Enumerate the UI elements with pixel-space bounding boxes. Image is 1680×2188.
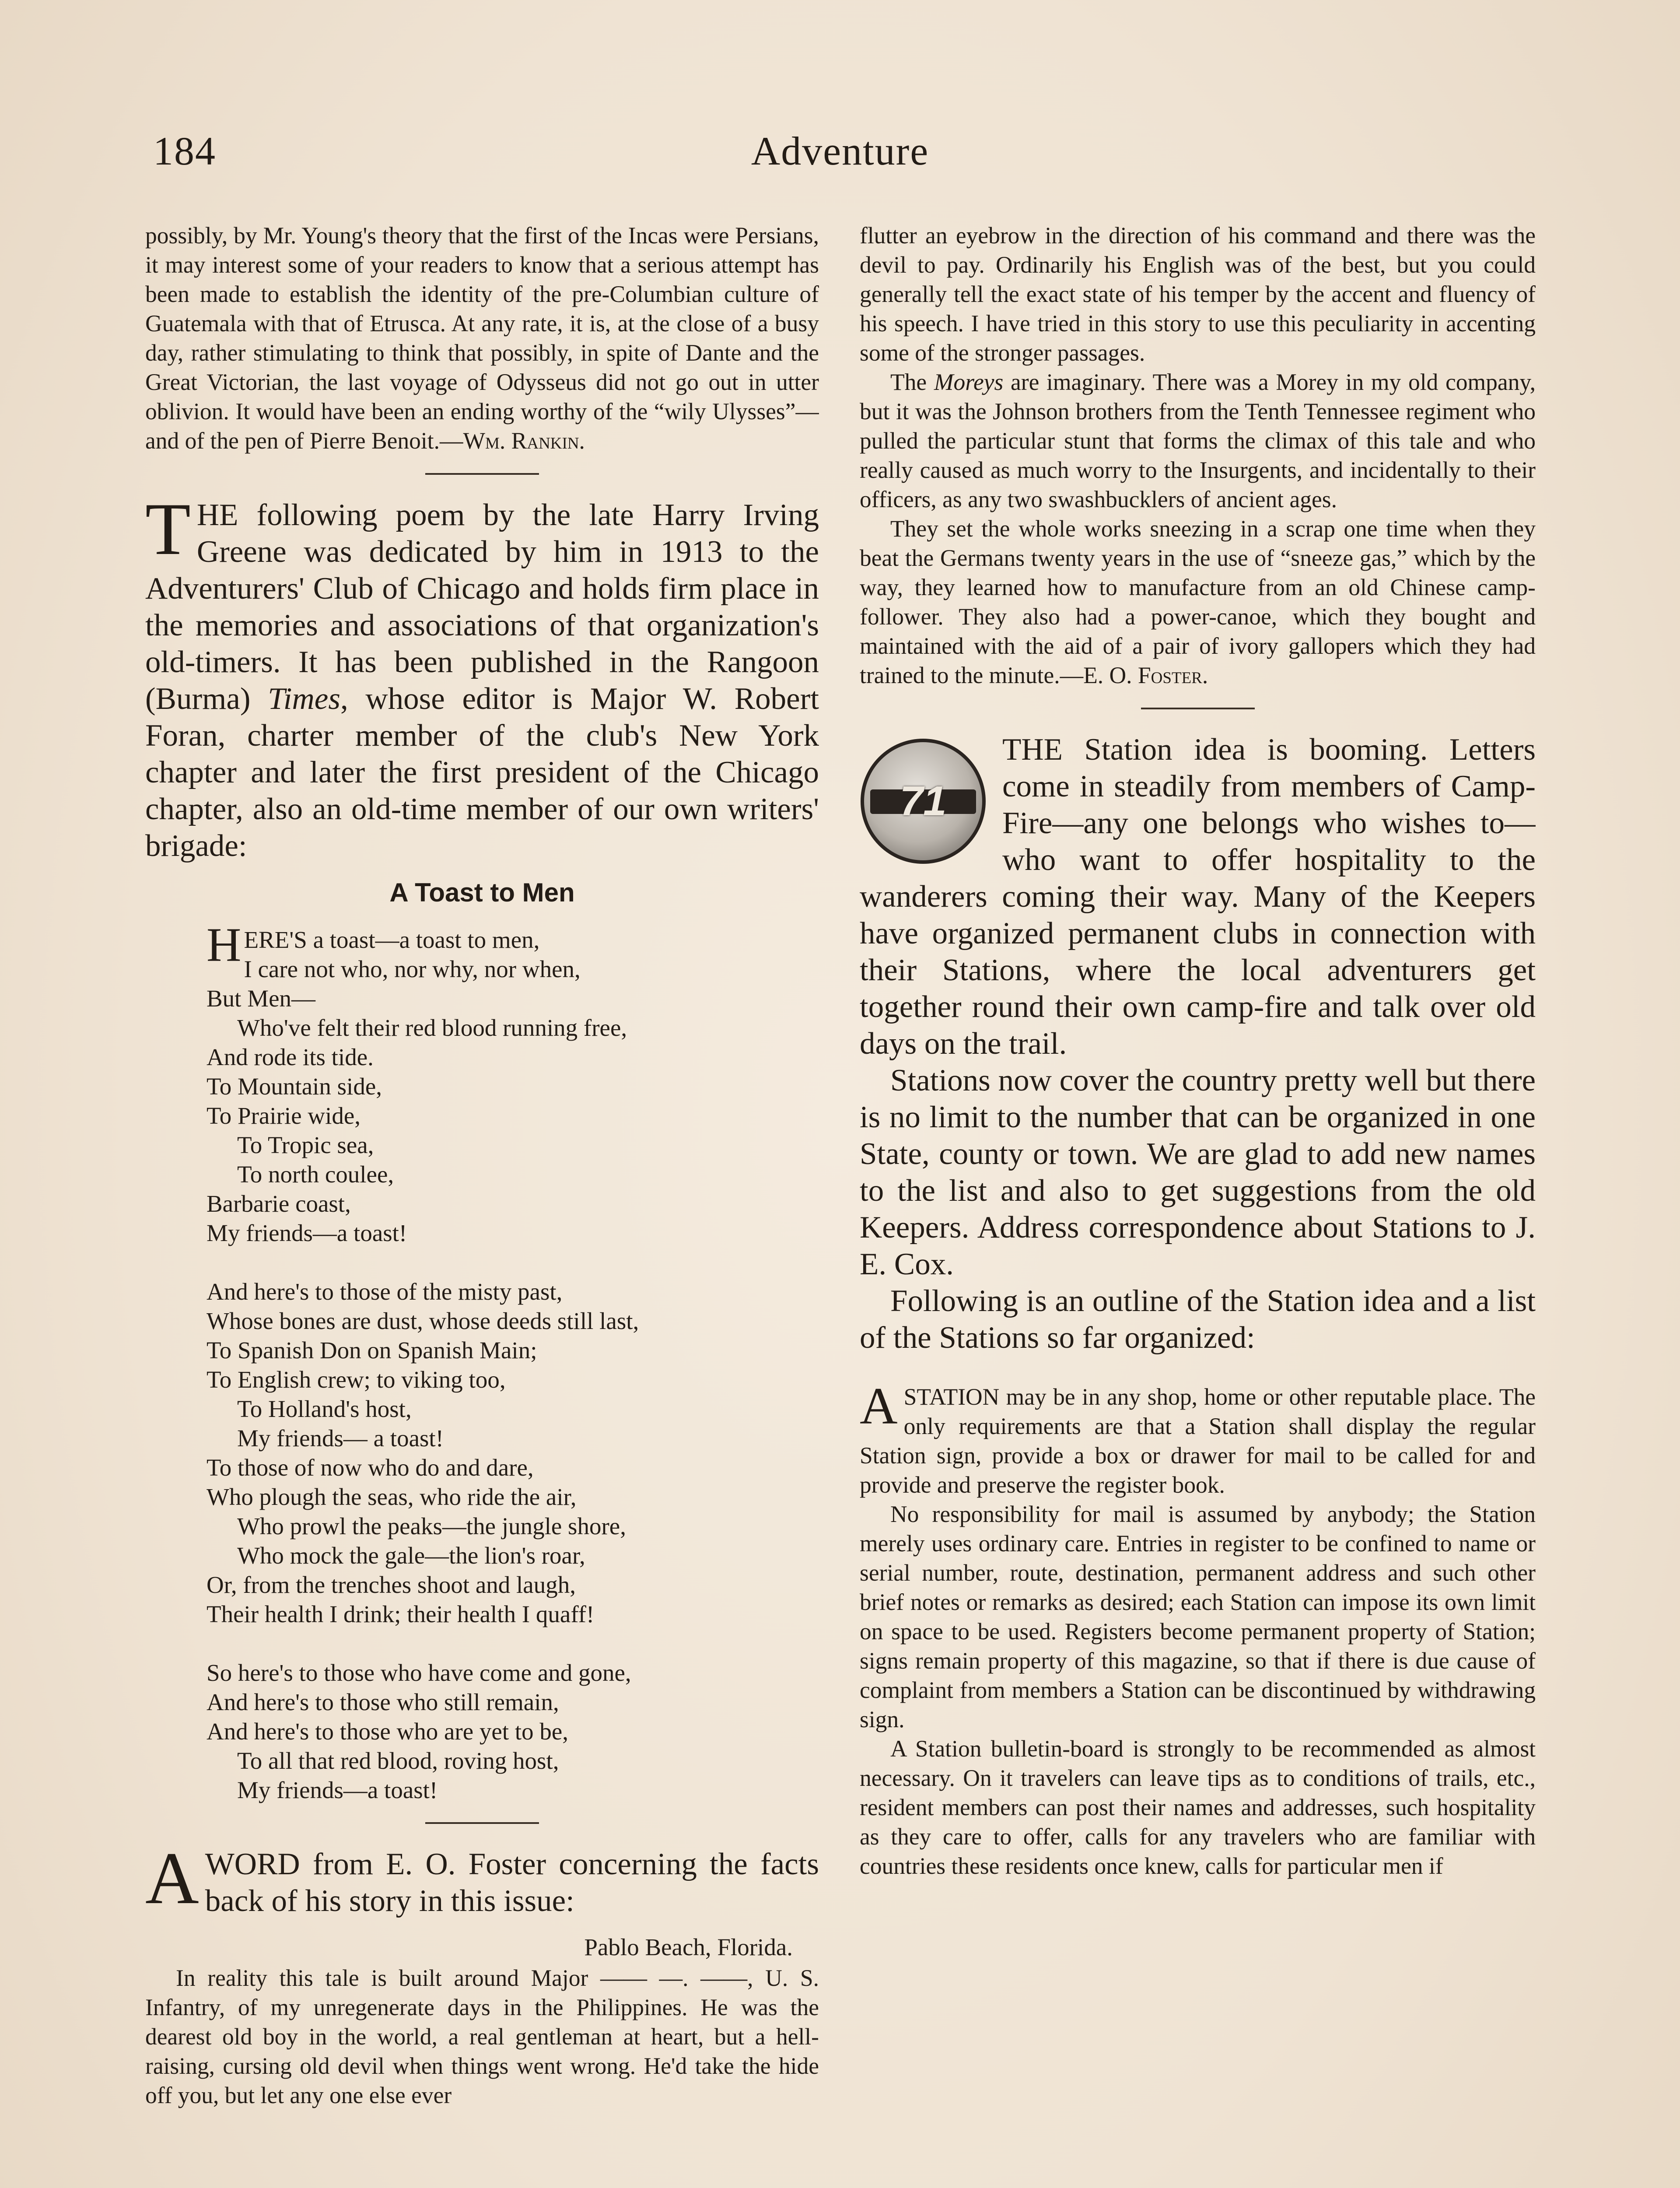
poem-line: Who've felt their red blood running free, bbox=[237, 1014, 627, 1041]
poem-line: Whose bones are dust, whose deeds still last, bbox=[206, 1308, 639, 1334]
poem-line: Barbarie coast, bbox=[206, 1190, 351, 1217]
moreys-paragraph: The Moreys are imaginary. There was a Morey in my old company, but it was the Johnson brothers from the Tenth Tennessee regiment who pulled the particular stunt that forms the climax of this tale and who really caused as much worry to the Insurgents, and incidentally to their officers, as any two swashbucklers of ancient ages. bbox=[860, 369, 1536, 512]
station-rules: A STATION may be in any shop, home or other reputable place. The only requirements are that a Station shall display the regular Station sign, provide a box or drawer for mail to be called for and provide and preserve the register book. bbox=[860, 1377, 1536, 1498]
rankin-letter-paragraph: possibly, by Mr. Young's theory that the first of the Incas were Persians, it may interest some of your readers to know that a serious attempt has been made to establish the identity of the pre-Columbian culture of Guatemala with that of Etrusca. At any rate, it is, at the close of a busy day, rather stimulating to think that possibly, in spite of Dante and the Great Victorian, the last voyage of Odysseus did not go out in utter oblivion. It would have been an ending worthy of the “wily Ulysses”—and of the pen of Pierre Benoit.—Wm. Rankin. bbox=[145, 222, 819, 454]
drop-cap: T bbox=[145, 488, 191, 570]
poem-line: To north coulee, bbox=[237, 1161, 394, 1188]
emblem-number: 71 bbox=[900, 778, 947, 824]
section-divider bbox=[425, 473, 539, 475]
station-paragraph-2: Stations now cover the country pretty well but there is no limit to the number that can be organized in one State, county or town. We are glad to add new names to the list and also to get suggestions from the old Keepers. Address correspondence about Stations to J. E. Cox. bbox=[860, 1063, 1536, 1281]
dateline: Pablo Beach, Florida. bbox=[584, 1934, 793, 1960]
drop-cap: H bbox=[206, 918, 242, 971]
drop-cap: A bbox=[145, 1837, 199, 1919]
running-title: Adventure bbox=[751, 129, 929, 173]
station-rules-bulletin: A Station bulletin-board is strongly to be recommended as almost necessary. On it travelers can leave tips as to conditions of trails, etc., resident members can post their names and addresses, such hospitality as they care to offer, calls for any travelers who are familiar with countries these residents once knew, calls for particular men if bbox=[860, 1736, 1536, 1879]
poem-line: Who prowl the peaks—the jungle shore, bbox=[237, 1513, 626, 1539]
poem-line: And rode its tide. bbox=[206, 1044, 374, 1070]
foster-introduction: A WORD from E. O. Foster concerning the facts back of his story in this issue: bbox=[145, 1837, 819, 1919]
poem-line: My friends—a toast! bbox=[237, 1777, 438, 1803]
poem-line: Who mock the gale—the lion's roar, bbox=[237, 1542, 585, 1569]
poem-line: To English crew; to viking too, bbox=[206, 1366, 506, 1393]
station-paragraph-3: Following is an outline of the Station idea and a list of the Stations so far organized: bbox=[860, 1284, 1536, 1355]
poem-line: To Prairie wide, bbox=[206, 1102, 361, 1129]
station-paragraph-1: THE Station idea is booming. Letters come in steadily from members of Camp-Fire—any one belongs who wishes to—who want to offer hospitality to the wanderers coming their way. Many of the Keepers have organized permanent clubs in connection with their Stations, where the local adventurers get together round their own camp-fire and talk over old days on the trail. bbox=[860, 733, 1536, 1061]
poem-line: So here's to those who have come and gone, bbox=[206, 1659, 631, 1686]
poem-line: And here's to those of the misty past, bbox=[206, 1278, 563, 1305]
poem-line: To those of now who do and dare, bbox=[206, 1454, 534, 1481]
page-header bbox=[149, 128, 1531, 180]
camp-fire-emblem-icon bbox=[860, 740, 987, 863]
foster-letter-continued: flutter an eyebrow in the direction of his command and there was the devil to pay. Ordinarily his English was of the best, but you could generally tell the exact state of his temper by the accent and fluency of his speech. I have tried in this story to use this peculiarity in accenting some of the stronger passages. bbox=[860, 222, 1536, 366]
poem-line: To all that red blood, roving host, bbox=[237, 1747, 559, 1774]
poem-line: And here's to those who still remain, bbox=[206, 1689, 559, 1715]
poem-line: I care not who, nor why, nor when, bbox=[244, 956, 581, 982]
poem-line: HERE'S a toast—a toast to men, bbox=[206, 918, 540, 971]
poem-line: To Holland's host, bbox=[237, 1396, 412, 1422]
left-column bbox=[145, 221, 819, 2188]
poem-line: To Tropic sea, bbox=[237, 1132, 374, 1158]
sneeze-gas-paragraph: They set the whole works sneezing in a scrap one time when they beat the Germans twenty years in the use of “sneeze gas,” which by the way, they learned how to manufacture from an old Chinese camp-follower. They also had a power-canoe, which they bought and maintained with the aid of a pair of ivory gallopers which they had trained to the minute.—E. O. Foster. bbox=[860, 515, 1536, 688]
station-rules-responsibility: No responsibility for mail is assumed by anybody; the Station merely uses ordinary care. Entries in register to be confined to name or serial number, route, destination, permanent address and such other brief notes or remarks as desired; each Station can impose its own limit on space to be used. Registers become permanent property of Station; signs remain property of this magazine, so that if there is due cause of complaint from members a Station can be discontinued by withdrawing sign. bbox=[860, 1501, 1536, 1732]
poem-line: To Mountain side, bbox=[206, 1073, 382, 1100]
page-number: 184 bbox=[153, 129, 216, 173]
poem-line: And here's to those who are yet to be, bbox=[206, 1718, 569, 1745]
poem-body bbox=[145, 918, 819, 1805]
poem-line: Or, from the trenches shoot and laugh, bbox=[206, 1571, 576, 1598]
right-column bbox=[860, 221, 1536, 2188]
rankin-signature: Wm. Rankin. bbox=[463, 428, 585, 454]
station-section bbox=[860, 731, 1536, 1356]
drop-cap: A bbox=[860, 1377, 898, 1435]
poem-line: My friends— a toast! bbox=[237, 1425, 444, 1452]
section-divider bbox=[425, 1822, 539, 1824]
poem-line: But Men— bbox=[206, 985, 316, 1012]
section-divider bbox=[1141, 708, 1255, 709]
poem-title: A Toast to Men bbox=[389, 878, 575, 907]
poem-line: Who plough the seas, who ride the air, bbox=[206, 1483, 577, 1510]
poem-introduction: T HE following poem by the late Harry Irving Greene was dedicated by him in 1913 to the Adventurers' Club of Chicago and holds firm place in the memories and associations of that organization's old-timers. It has been published in the Rangoon (Burma) Times, whose editor is Major W. Robert Foran, charter member of the club's New York chapter and later the first president of the Chicago chapter, also an old-time member of our own writers' brigade: bbox=[145, 488, 819, 863]
foster-signature: E. O. Foster. bbox=[1083, 662, 1208, 688]
poem-line: My friends—a toast! bbox=[206, 1220, 407, 1246]
foster-letter-paragraph: In reality this tale is built around Major —— —. ——, U. S. Infantry, of my unregenerate days in the Philippines. He was the dearest old boy in the world, a real gentleman at heart, but a hell-raising, cursing old devil when things went wrong. He'd take the hide off you, but let any one else ever bbox=[145, 1965, 819, 2108]
poem-line: To Spanish Don on Spanish Main; bbox=[206, 1337, 537, 1364]
poem-line: Their health I drink; their health I quaff! bbox=[206, 1601, 595, 1627]
